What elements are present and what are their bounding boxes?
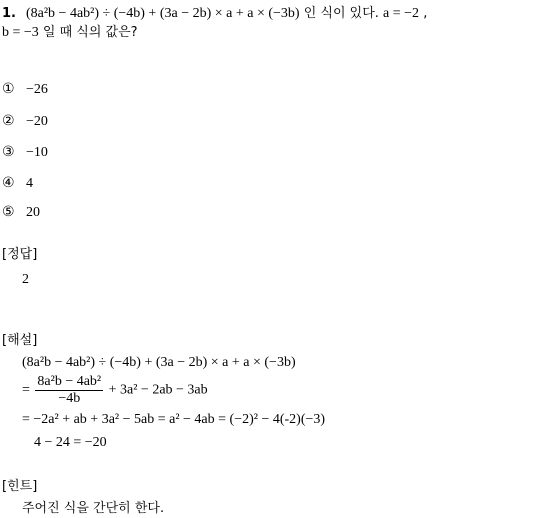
question-text-1: 인 식이 있다. — [299, 6, 384, 21]
hint-text: 주어진 식을 간단히 한다. — [22, 501, 165, 516]
choice-value: −10 — [26, 145, 48, 160]
answer-value: 2 — [22, 272, 29, 287]
choice-value: 4 — [26, 176, 33, 191]
fraction-denominator: −4b — [58, 391, 81, 406]
choice-value: −20 — [26, 114, 48, 129]
question-number: 1. — [2, 6, 16, 21]
condition-b: b = −3 — [2, 25, 39, 40]
choice-value: 20 — [26, 205, 40, 220]
condition-a: a = −2 — [383, 6, 420, 21]
choice-mark: ⑤ — [2, 204, 15, 220]
choice-3[interactable] — [2, 143, 48, 162]
step2-rest: + 3a² − 2ab − 3ab — [108, 382, 208, 398]
fraction — [35, 374, 103, 407]
equals-sign: = — [22, 382, 30, 398]
answer-label: [정답] — [2, 247, 38, 262]
explanation-step-4: 4 − 24 = −20 — [34, 435, 107, 450]
question-line-2 — [2, 24, 138, 42]
question-line-1 — [2, 5, 427, 23]
choice-mark: ① — [2, 81, 15, 97]
choice-value: −26 — [26, 82, 48, 97]
explanation-step-1: (8a²b − 4ab²) ÷ (−4b) + (3a − 2b) × a + a × (−3b) — [22, 355, 296, 370]
fraction-numerator: 8a²b − 4ab² — [37, 374, 102, 389]
choice-2[interactable] — [2, 112, 48, 131]
explanation-step-2 — [22, 374, 208, 407]
choice-mark: ③ — [2, 144, 15, 160]
hint-label: [힌트] — [2, 479, 38, 494]
choice-mark: ② — [2, 113, 15, 129]
choice-1[interactable] — [2, 80, 48, 99]
choice-4[interactable] — [2, 174, 33, 193]
choice-5[interactable] — [2, 203, 40, 222]
explanation-step-3: = −2a² + ab + 3a² − 5ab = a² − 4ab = (−2)² − 4(-2)(−3) — [22, 412, 326, 427]
choice-mark: ④ — [2, 175, 15, 191]
question-expression: (8a²b − 4ab²) ÷ (−4b) + (3a − 2b) × a + a × (−3b) — [25, 6, 300, 21]
explanation-label: [해설] — [2, 333, 38, 348]
question-text-2: 일 때 식의 값은? — [38, 25, 138, 40]
comma: , — [419, 6, 428, 21]
